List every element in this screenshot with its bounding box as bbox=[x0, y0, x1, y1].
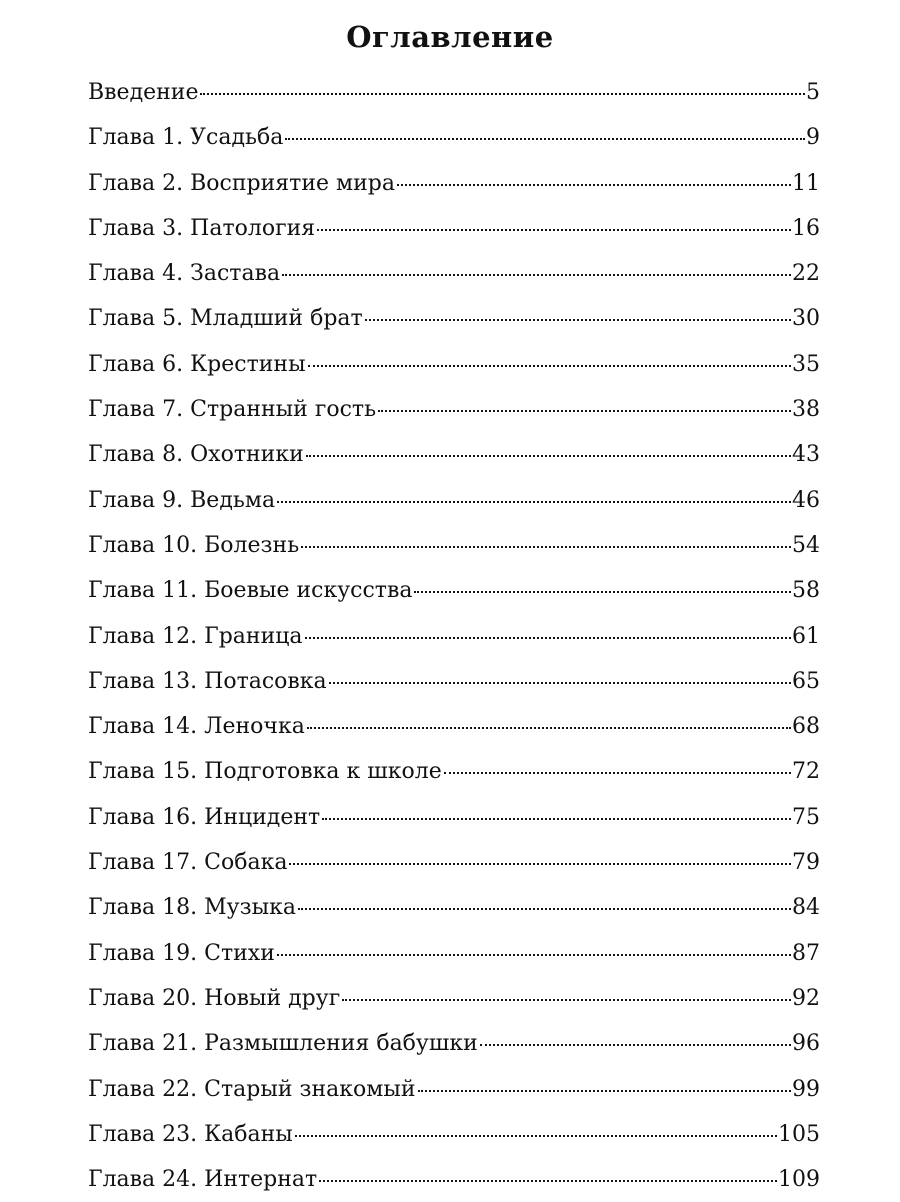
dot-leader bbox=[298, 908, 791, 910]
dot-leader bbox=[365, 319, 791, 321]
dot-leader bbox=[397, 184, 791, 186]
toc-entry-page-number: 11 bbox=[792, 170, 820, 196]
toc-entry-label: Глава 15. Подготовка к школе bbox=[88, 759, 442, 785]
toc-entry-page-number: 22 bbox=[792, 261, 820, 287]
toc-entry-page-number: 30 bbox=[792, 306, 820, 332]
toc-entry-label: Глава 5. Младший брат bbox=[88, 306, 363, 332]
toc-entry-label: Глава 17. Собака bbox=[88, 850, 288, 876]
dot-leader bbox=[414, 591, 791, 593]
dot-leader bbox=[289, 863, 791, 865]
toc-entry-label: Глава 22. Старый знакомый bbox=[88, 1076, 416, 1102]
toc-entry[interactable] bbox=[88, 161, 820, 206]
toc-entry[interactable] bbox=[88, 1157, 820, 1202]
toc-entry-page-number: 46 bbox=[792, 487, 820, 513]
dot-leader bbox=[277, 501, 791, 503]
dot-leader bbox=[322, 818, 791, 820]
toc-entry[interactable] bbox=[88, 1021, 820, 1066]
dot-leader bbox=[444, 772, 791, 774]
dot-leader bbox=[418, 1090, 791, 1092]
toc-entry[interactable] bbox=[88, 704, 820, 749]
toc-entry-page-number: 92 bbox=[792, 985, 820, 1011]
toc-entry[interactable] bbox=[88, 387, 820, 432]
toc-entry[interactable] bbox=[88, 1112, 820, 1157]
toc-entry[interactable] bbox=[88, 614, 820, 659]
dot-leader bbox=[378, 410, 791, 412]
toc-entry[interactable] bbox=[88, 432, 820, 477]
toc-entry-label: Глава 3. Патология bbox=[88, 215, 316, 241]
toc-entry-label: Глава 7. Странный гость bbox=[88, 397, 377, 423]
dot-leader bbox=[200, 93, 805, 95]
dot-leader bbox=[319, 1180, 777, 1182]
dot-leader bbox=[305, 637, 792, 639]
toc-entry[interactable] bbox=[88, 523, 820, 568]
toc-entry-label: Глава 11. Боевые искусства bbox=[88, 578, 413, 604]
toc-entry[interactable] bbox=[88, 840, 820, 885]
toc-entry-page-number: 54 bbox=[792, 532, 820, 558]
dot-leader bbox=[307, 727, 791, 729]
toc-entry-page-number: 75 bbox=[792, 804, 820, 830]
toc-entry-label: Глава 2. Восприятие мира bbox=[88, 170, 395, 196]
toc-entry-page-number: 68 bbox=[792, 714, 820, 740]
toc-entry-label: Глава 23. Кабаны bbox=[88, 1121, 293, 1147]
toc-entry-page-number: 96 bbox=[792, 1031, 820, 1057]
toc-entry[interactable] bbox=[88, 976, 820, 1021]
toc-entry-label: Глава 13. Потасовка bbox=[88, 668, 327, 694]
toc-entry-page-number: 43 bbox=[792, 442, 820, 468]
toc-entry[interactable] bbox=[88, 206, 820, 251]
toc-entry-label: Глава 18. Музыка bbox=[88, 895, 296, 921]
toc-entry-label: Глава 16. Инцидент bbox=[88, 804, 321, 830]
toc-entry-label: Глава 14. Леночка bbox=[88, 714, 305, 740]
toc-entry-page-number: 79 bbox=[792, 850, 820, 876]
dot-leader bbox=[285, 138, 805, 140]
dot-leader bbox=[317, 229, 791, 231]
toc-entry-label: Глава 20. Новый друг bbox=[88, 985, 341, 1011]
toc-entry-label: Глава 6. Крестины bbox=[88, 351, 306, 377]
dot-leader bbox=[480, 1044, 791, 1046]
toc-entry-label: Глава 12. Граница bbox=[88, 623, 303, 649]
dot-leader bbox=[308, 365, 791, 367]
toc-entry-page-number: 35 bbox=[792, 351, 820, 377]
toc-entry-page-number: 105 bbox=[778, 1121, 820, 1147]
toc-entry-page-number: 58 bbox=[792, 578, 820, 604]
toc-entry-label: Глава 4. Застава bbox=[88, 261, 281, 287]
toc-entry[interactable] bbox=[88, 342, 820, 387]
toc-entry-page-number: 72 bbox=[792, 759, 820, 785]
dot-leader bbox=[277, 954, 791, 956]
toc-entry-label: Глава 19. Стихи bbox=[88, 940, 275, 966]
toc-entry-label: Глава 21. Размышления бабушки bbox=[88, 1031, 478, 1057]
toc-entry-page-number: 9 bbox=[806, 125, 820, 151]
dot-leader bbox=[342, 999, 791, 1001]
toc-entry-label: Глава 9. Ведьма bbox=[88, 487, 276, 513]
toc-entry-page-number: 109 bbox=[778, 1167, 820, 1193]
dot-leader bbox=[295, 1135, 777, 1137]
dot-leader bbox=[301, 546, 791, 548]
toc-entry-page-number: 87 bbox=[792, 940, 820, 966]
toc-entry-label: Глава 24. Интернат bbox=[88, 1167, 318, 1193]
toc-entry[interactable] bbox=[88, 659, 820, 704]
toc-entry-page-number: 5 bbox=[806, 80, 820, 105]
toc-entry[interactable] bbox=[88, 296, 820, 341]
dot-leader bbox=[282, 274, 791, 276]
dot-leader bbox=[306, 455, 791, 457]
toc-entry[interactable] bbox=[88, 795, 820, 840]
toc-entry-page-number: 65 bbox=[792, 668, 820, 694]
toc-entry[interactable] bbox=[88, 885, 820, 930]
toc-entry[interactable] bbox=[88, 251, 820, 296]
toc-entry-page-number: 16 bbox=[792, 215, 820, 241]
toc-entry[interactable] bbox=[88, 568, 820, 613]
toc-entry-label: Глава 1. Усадьба bbox=[88, 125, 284, 151]
toc-list bbox=[88, 70, 820, 1202]
toc-entry-page-number: 99 bbox=[792, 1076, 820, 1102]
dot-leader bbox=[329, 682, 791, 684]
toc-entry[interactable] bbox=[88, 1067, 820, 1112]
toc-entry-label: Глава 8. Охотники bbox=[88, 442, 304, 468]
toc-entry[interactable] bbox=[88, 478, 820, 523]
toc-entry-page-number: 61 bbox=[792, 623, 820, 649]
toc-entry[interactable] bbox=[88, 749, 820, 794]
toc-entry[interactable] bbox=[88, 70, 820, 115]
toc-entry[interactable] bbox=[88, 115, 820, 160]
toc-entry[interactable] bbox=[88, 931, 820, 976]
toc-entry-page-number: 38 bbox=[792, 397, 820, 423]
toc-entry-page-number: 84 bbox=[792, 895, 820, 921]
toc-entry-label: Глава 10. Болезнь bbox=[88, 532, 300, 558]
toc-entry-label: Введение bbox=[88, 80, 199, 105]
toc-title: Оглавление bbox=[346, 20, 554, 54]
